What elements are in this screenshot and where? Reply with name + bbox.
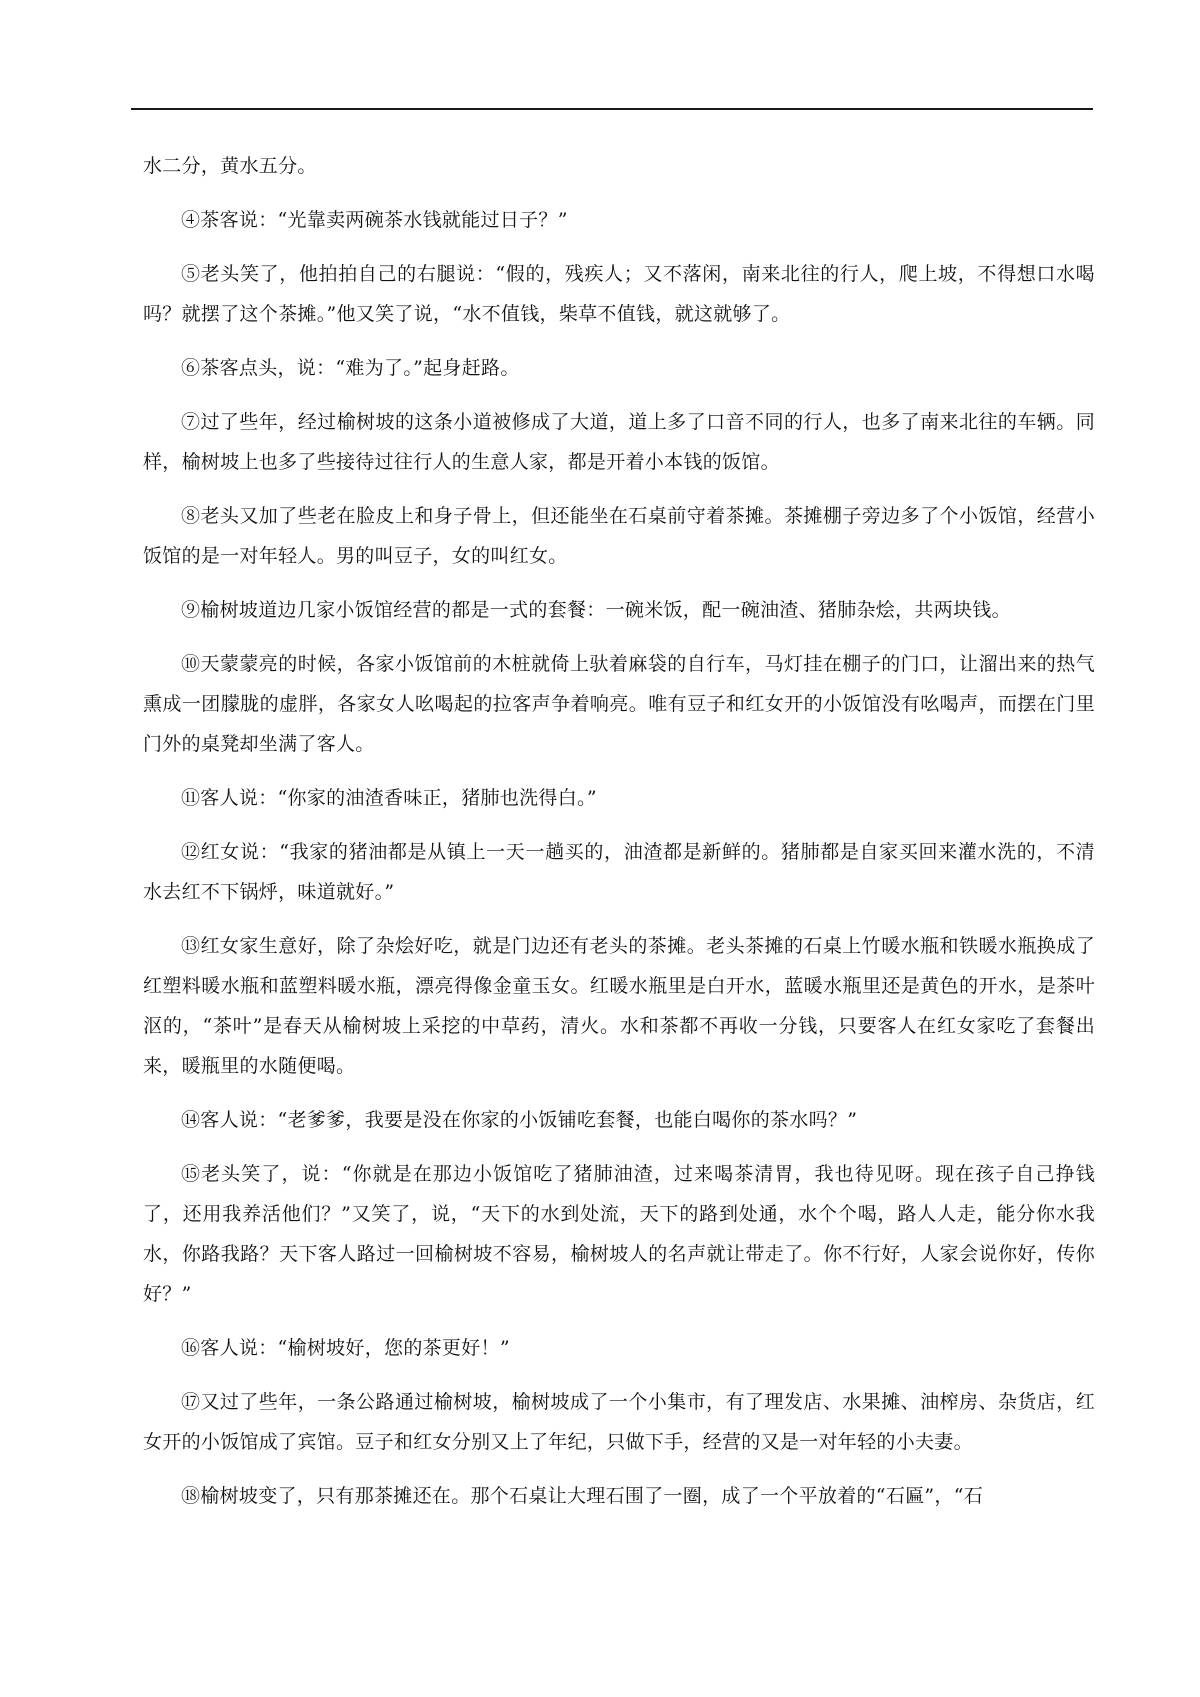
paragraph: ⑫红女说：“我家的猪油都是从镇上一天一趟买的，油渣都是新鲜的。猪肺都是自家买回来灌水洗的，不清水去红不下锅烀，味道就好。” <box>143 841 1095 903</box>
header-rule <box>131 108 1093 110</box>
paragraph: ⑮老头笑了，说：“你就是在那边小饭馆吃了猪肺油渣，过来喝茶清胃，我也待见呀。现在孩子自己挣钱了，还用我养活他们？”又笑了，说，“天下的水到处流，天下的路到处通，水个个喝，路人人走，能分你水我水，你路我路？天下客人路过一回榆树坡不容易，榆树坡人的名声就让带走了。你不行好，人家会说你好，传你好？” <box>143 1163 1095 1305</box>
paragraph: ⑧老头又加了些老在脸皮上和身子骨上，但还能坐在石桌前守着茶摊。茶摊棚子旁边多了个小饭馆，经营小饭馆的是一对年轻人。男的叫豆子，女的叫红女。 <box>143 505 1095 567</box>
paragraph: ⑦过了些年，经过榆树坡的这条小道被修成了大道，道上多了口音不同的行人，也多了南来北往的车辆。同样，榆树坡上也多了些接待过往行人的生意人家，都是开着小本钱的饭馆。 <box>143 411 1095 473</box>
paragraph: ⑥茶客点头，说：“难为了。”起身赶路。 <box>181 357 520 379</box>
paragraph: ⑭客人说：“老爹爹，我要是没在你家的小饭铺吃套餐，也能白喝你的茶水吗？” <box>181 1109 858 1131</box>
paragraph: ⑩天蒙蒙亮的时候，各家小饭馆前的木桩就倚上驮着麻袋的自行车，马灯挂在棚子的门口，让溜出来的热气熏成一团朦胧的虚胖，各家女人吆喝起的拉客声争着响亮。唯有豆子和红女开的小饭馆没有吆喝声，而摆在门里门外的桌凳却坐满了客人。 <box>143 653 1095 755</box>
paragraph: ⑤老头笑了，他拍拍自己的右腿说：“假的，残疾人；又不落闲，南来北往的行人，爬上坡，不得想口水喝吗？就摆了这个茶摊。”他又笑了说，“水不值钱，柴草不值钱，就这就够了。 <box>143 263 1095 325</box>
paragraph: ④茶客说：“光靠卖两碗茶水钱就能过日子？” <box>181 209 568 231</box>
paragraph: 水二分，黄水五分。 <box>143 155 317 177</box>
paragraph: ⑯客人说：“榆树坡好，您的茶更好！” <box>181 1337 510 1359</box>
paragraph: ⑰又过了些年，一条公路通过榆树坡，榆树坡成了一个小集市，有了理发店、水果摊、油榨房、杂货店，红女开的小饭馆成了宾馆。豆子和红女分别又上了年纪，只做下手，经营的又是一对年轻的小夫妻。 <box>143 1391 1095 1453</box>
paragraph: ⑨榆树坡道边几家小饭馆经营的都是一式的套餐：一碗米饭，配一碗油渣、猪肺杂烩，共两块钱。 <box>181 599 1011 621</box>
document-body <box>143 146 1095 1530</box>
paragraph: ⑱榆树坡变了，只有那茶摊还在。那个石桌让大理石围了一圈，成了一个平放着的“石匾”，“石 <box>181 1485 984 1507</box>
paragraph: ⑬红女家生意好，除了杂烩好吃，就是门边还有老头的茶摊。老头茶摊的石桌上竹暖水瓶和铁暖水瓶换成了红塑料暖水瓶和蓝塑料暖水瓶，漂亮得像金童玉女。红暖水瓶里是白开水，蓝暖水瓶里还是黄色的开水，是茶叶沤的，“茶叶”是春天从榆树坡上采挖的中草药，清火。水和茶都不再收一分钱，只要客人在红女家吃了套餐出来，暖瓶里的水随便喝。 <box>143 935 1095 1077</box>
paragraph: ⑪客人说：“你家的油渣香味正，猪肺也洗得白。” <box>181 787 597 809</box>
